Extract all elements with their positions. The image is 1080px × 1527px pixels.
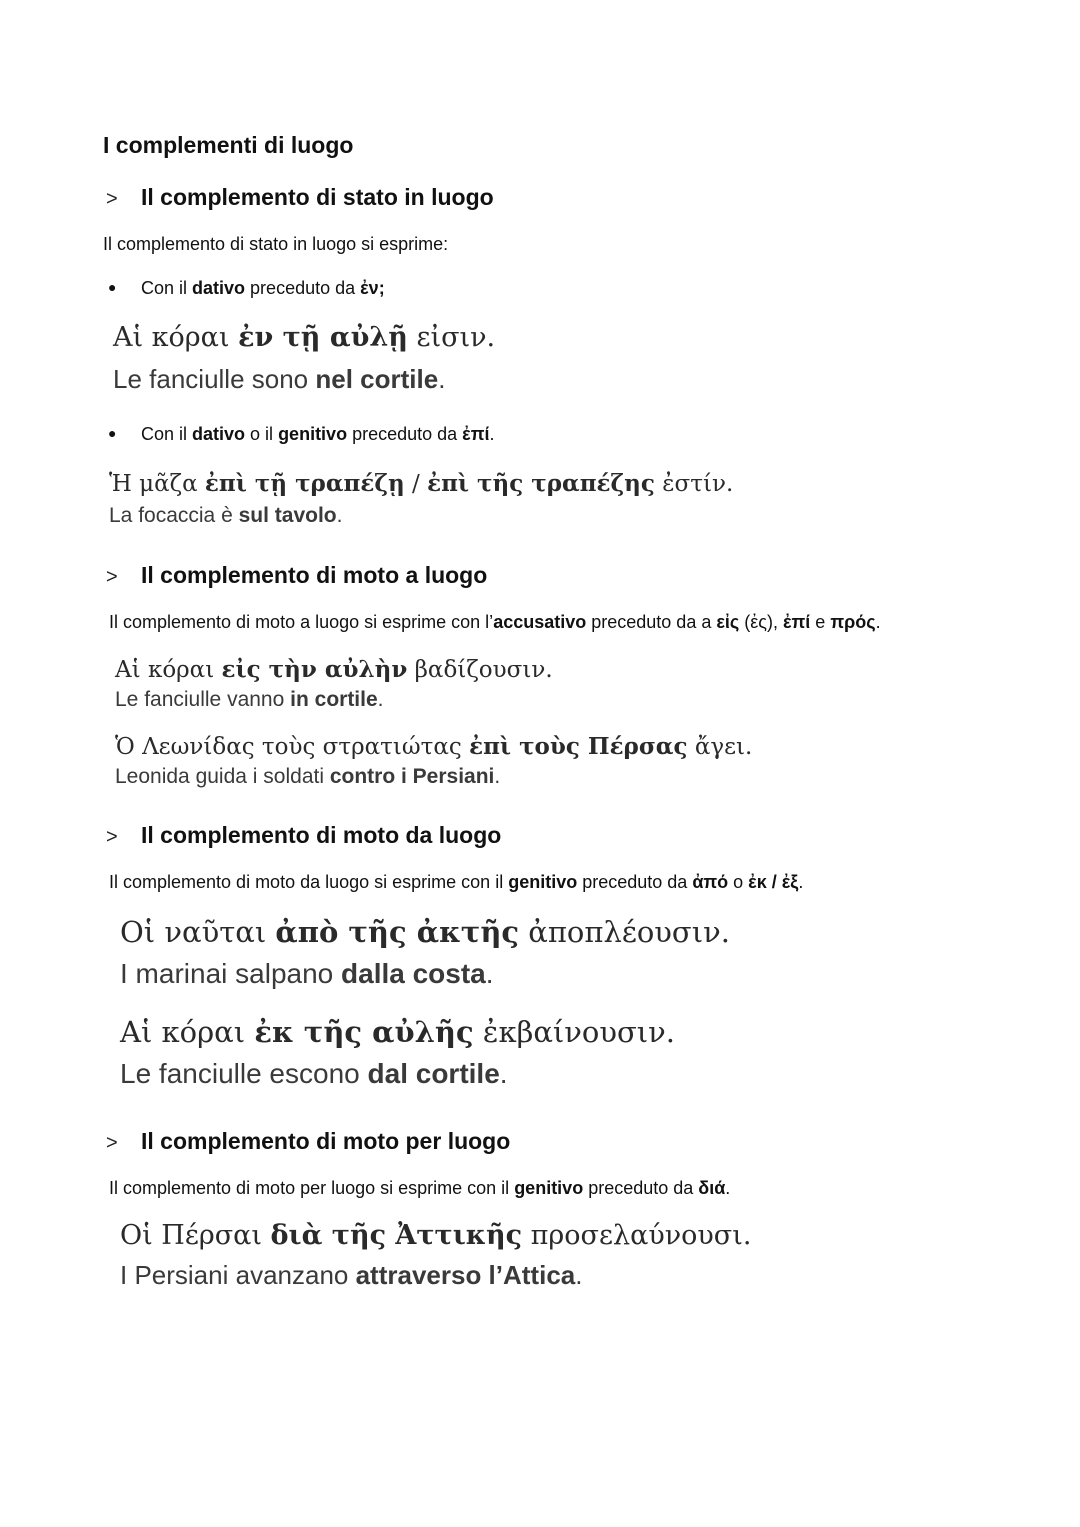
example-italian: La focaccia è sul tavolo. [109, 504, 343, 527]
example-greek: Οἱ ναῦται ἀπὸ τῆς ἀκτῆς ἀποπλέουσιν. [120, 915, 730, 949]
section-intro-stato: Il complemento di stato in luogo si esprime: [103, 234, 449, 254]
example-greek: Ὁ Λεωνίδας τοὺς στρατιώτας ἐπὶ τοὺς Πέρσας ἄγει. [115, 733, 753, 760]
example-greek: Ἡ μᾶζα ἐπὶ τῇ τραπέζῃ / ἐπὶ τῆς τραπέζης ἐστίν. [109, 470, 734, 497]
example-italian: Le fanciulle vanno in cortile. [115, 688, 384, 711]
arrow-icon: > [106, 188, 118, 210]
section-heading-moto-a: > Il complemento di moto a luogo [106, 562, 488, 588]
page-title: I complementi di luogo [103, 132, 354, 158]
arrow-icon: > [106, 1132, 118, 1154]
example-greek: Αἱ κόραι ἐν τῇ αὐλῇ εἰσιν. [113, 322, 496, 353]
arrow-icon: > [106, 566, 118, 588]
section-heading-moto-da: > Il complemento di moto da luogo [106, 822, 502, 848]
section-heading-stato: > Il complemento di stato in luogo [106, 184, 494, 210]
example-greek: Αἱ κόραι εἰς τὴν αὐλὴν βαδίζουσιν. [115, 656, 553, 683]
section-intro-moto-a: Il complemento di moto a luogo si esprime con l’accusativo preceduto da a εἰς (ἐς), ἐπί e πρός. [109, 612, 881, 632]
list-item: ● Con il dativo preceduto da ἐν; [108, 278, 385, 298]
section-intro-moto-da: Il complemento di moto da luogo si esprime con il genitivo preceduto da ἀπό o ἐκ / ἐξ. [109, 872, 804, 892]
example-italian: Leonida guida i soldati contro i Persiani. [115, 765, 501, 788]
example-italian: Le fanciulle escono dal cortile. [120, 1058, 508, 1089]
example-italian: I Persiani avanzano attraverso l’Attica. [120, 1260, 583, 1290]
section-intro-moto-per: Il complemento di moto per luogo si esprime con il genitivo preceduto da διά. [109, 1178, 731, 1198]
example-italian: I marinai salpano dalla costa. [120, 958, 494, 989]
section-heading-moto-per: > Il complemento di moto per luogo [106, 1128, 511, 1154]
list-item: ● Con il dativo o il genitivo preceduto da ἐπί. [108, 424, 495, 444]
bullet-icon: ● [108, 425, 117, 441]
example-greek: Αἱ κόραι ἐκ τῆς αὐλῆς ἐκβαίνουσιν. [120, 1015, 676, 1049]
example-italian: Le fanciulle sono nel cortile. [113, 364, 446, 394]
example-greek: Οἱ Πέρσαι διὰ τῆς Ἀττικῆς προσελαύνουσι. [120, 1220, 752, 1251]
bullet-icon: ● [108, 279, 117, 295]
arrow-icon: > [106, 826, 118, 848]
